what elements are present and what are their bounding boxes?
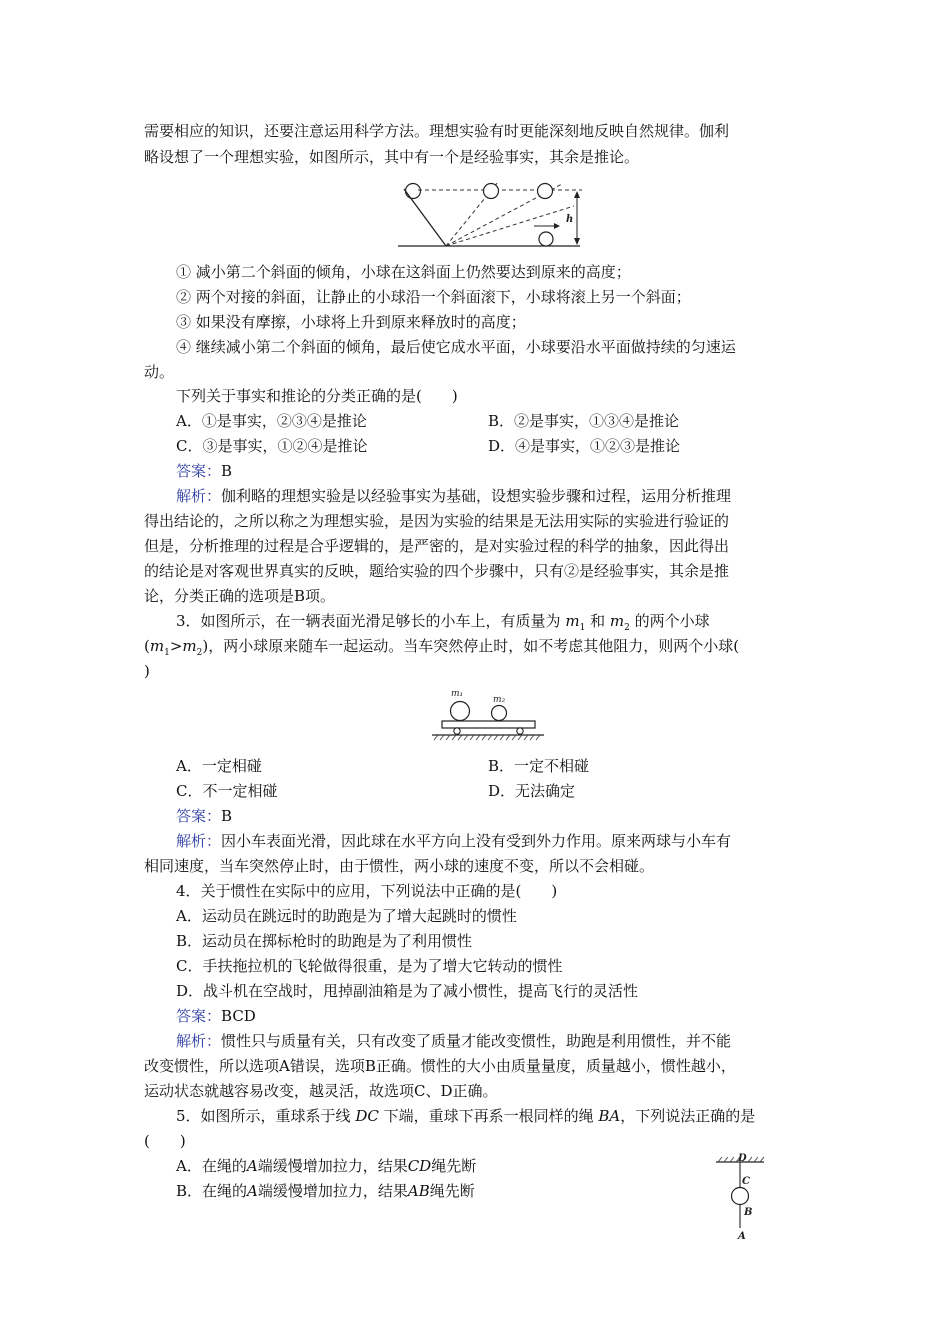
q3-option-c: C．不一定相碰 (176, 782, 278, 800)
intro-line-2: 略设想了一个理想实验，如图所示，其中有一个是经验事实，其余是推论。 (144, 148, 640, 166)
intro-line-1: 需要相应的知识，还要注意运用科学方法。理想实验有时更能深刻地反映自然规律。伽利 (144, 122, 730, 140)
statement-4: ④ 继续减小第二个斜面的倾角，最后使它成水平面，小球要沿水平面做持续的匀速运 (176, 338, 736, 356)
cart-body (442, 721, 535, 728)
q3-answer: 答案：B (176, 807, 233, 825)
label-C: C (742, 1176, 750, 1187)
q4-option-d: D．战斗机在空战时，甩掉副油箱是为了减小惯性，提高飞行的灵活性 (176, 982, 639, 1000)
explanation-label: 解析： (176, 487, 222, 505)
hanging-ball-figure (712, 1148, 768, 1244)
q2-explanation-3: 但是，分析推理的过程是合乎逻辑的，是严密的，是对实验过程的科学的抽象，因此得出 (144, 537, 730, 555)
statement-2: ② 两个对接的斜面，让静止的小球沿一个斜面滚下，小球将滚上另一个斜面； (176, 288, 691, 306)
q3-option-b: B．一定不相碰 (488, 757, 590, 775)
answer-value: B (221, 462, 233, 480)
q3-explanation-1: 解析：因小车表面光滑，因此球在水平方向上没有受到外力作用。原来两球与小车有 (176, 832, 732, 850)
m2-label: m₂ (493, 695, 506, 705)
label-B: B (744, 1207, 753, 1218)
q3-stem-2: $(m_1>m_2)$，两小球原来随车一起运动。当车突然停止时，如不考虑其他阻力，则两个小球( (144, 637, 740, 658)
statement-1: ① 减小第二个斜面的倾角，小球在这斜面上仍然要达到原来的高度； (176, 263, 631, 281)
q4-option-b: B．运动员在掷标枪时的助跑是为了利用惯性 (176, 932, 473, 950)
statement-3: ③ 如果没有摩擦，小球将上升到原来释放时的高度； (176, 313, 526, 331)
q3-option-a: A．一定相碰 (176, 757, 262, 775)
q5-option-b: B．在绳的A端缓慢增加拉力，结果AB绳先断 (176, 1182, 475, 1200)
q4-stem: 4．关于惯性在实际中的应用，下列说法中正确的是( ) (176, 882, 558, 900)
q3-explanation-2: 相同速度，当车突然停止时，由于惯性，两小球的速度不变，所以不会相碰。 (144, 857, 655, 875)
q2-explanation-2: 得出结论的，之所以称之为理想实验，是因为实验的结果是无法用实际的实验进行验证的 (144, 512, 730, 530)
q5-stem-1: 5．如图所示，重球系于线 DC 下端，重球下再系一根同样的绳 BA，下列说法正确的是 (176, 1107, 756, 1125)
cart-figure (430, 684, 546, 746)
q4-explanation-1: 解析：惯性只与质量有关，只有改变了质量才能改变惯性，助跑是利用惯性，并不能 (176, 1032, 732, 1050)
label-D: D (738, 1153, 747, 1164)
q2-option-c: C．③是事实，①②④是推论 (176, 437, 368, 455)
q2-option-a: A．①是事实，②③④是推论 (176, 412, 367, 430)
heavy-ball (732, 1188, 749, 1205)
label-A: A (738, 1231, 746, 1242)
q3-option-d: D．无法确定 (488, 782, 576, 800)
q2-answer (176, 461, 232, 481)
q2-stem: 下列关于事实和推论的分类正确的是( ) (176, 387, 458, 405)
q4-explanation-3: 运动状态就越容易改变，越灵活，故选项C、D正确。 (144, 1082, 498, 1100)
m1-label: m₁ (451, 689, 464, 699)
q3-stem-3: ) (144, 662, 150, 680)
q4-explanation-2: 改变惯性，所以选项A错误，选项B正确。惯性的大小由质量量度，质量越小，惯性越小， (144, 1057, 736, 1075)
answer-label: 答案： (176, 462, 222, 480)
galileo-ramp-figure (396, 180, 582, 250)
q2-option-b: B．②是事实，①③④是推论 (488, 412, 680, 430)
q4-option-c: C．手扶拖拉机的飞轮做得很重，是为了增大它转动的惯性 (176, 957, 563, 975)
height-label: h (566, 214, 574, 225)
q2-explanation-4: 的结论是对客观世界真实的反映，题给实验的四个步骤中，只有②是经验事实，其余是推 (144, 562, 730, 580)
q5-stem-2: ( ) (144, 1132, 186, 1150)
q5-option-a: A．在绳的A端缓慢增加拉力，结果CD绳先断 (176, 1157, 477, 1175)
q2-option-d: D．④是事实，①②③是推论 (488, 437, 681, 455)
q4-answer: 答案：BCD (176, 1007, 256, 1025)
q4-option-a: A．运动员在跳远时的助跑是为了增大起跳时的惯性 (176, 907, 517, 925)
ball-m2 (492, 706, 507, 721)
q2-explanation-1: 解析：伽利略的理想实验是以经验事实为基础，设想实验步骤和过程，运用分析推理 (176, 487, 732, 505)
q2-explanation-5: 论，分类正确的选项是B项。 (144, 587, 336, 605)
statement-4-cont: 动。 (144, 363, 175, 381)
q3-stem-1: 3．如图所示，在一辆表面光滑足够长的小车上，有质量为 $m_1$ 和 $m_2$ 的两个小球 (176, 612, 710, 633)
ball-m1 (451, 702, 470, 721)
